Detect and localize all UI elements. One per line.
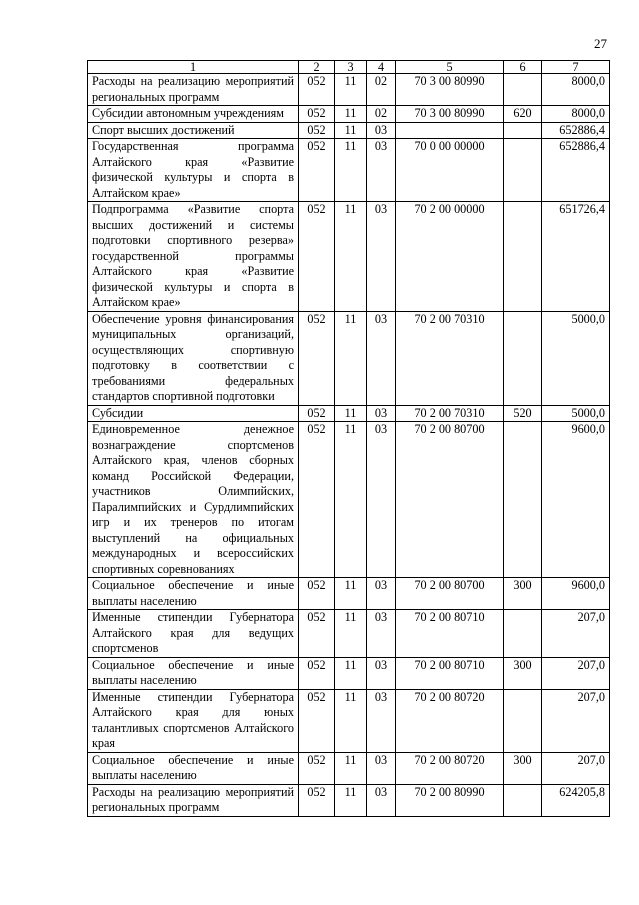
admin-code-cell: 052 [299,689,335,752]
subsection-cell: 03 [367,139,396,202]
expense-type-cell: 300 [504,657,542,689]
table-row [88,610,610,658]
amount-cell: 5000,0 [542,311,610,405]
row-name-cell: Единовременное денежное вознаграждение спортсменов Алтайского края, членов сборных команд Российской Федерации, участников Олимпийских, Паралимпийских и Сурдлимпийских игр и их тренеров по итогам выступлений на официальных международных и всероссийских спортивных соревнованиях [88,422,299,578]
article-cell: 70 2 00 80710 [396,657,504,689]
article-cell: 70 2 00 70310 [396,405,504,422]
amount-cell: 652886,4 [542,122,610,139]
section-cell: 11 [335,610,367,658]
header-cell: 3 [335,61,367,74]
article-cell: 70 3 00 80990 [396,74,504,106]
expense-type-cell: 300 [504,578,542,610]
table-row [88,578,610,610]
article-cell: 70 2 00 80700 [396,578,504,610]
admin-code-cell: 052 [299,422,335,578]
admin-code-cell: 052 [299,122,335,139]
expense-type-cell [504,74,542,106]
amount-cell: 652886,4 [542,139,610,202]
expense-type-cell [504,122,542,139]
article-cell: 70 2 00 80720 [396,689,504,752]
row-name-cell: Обеспечение уровня финансирования муниципальных организаций, осуществляющих спортивную подготовку в соответствии с требованиями федеральных стандартов спортивной подготовки [88,311,299,405]
table-row [88,422,610,578]
subsection-cell: 03 [367,784,396,816]
section-cell: 11 [335,311,367,405]
header-cell: 7 [542,61,610,74]
row-name-cell: Государственная программа Алтайского края «Развитие физической культуры и спорта в Алтайском крае» [88,139,299,202]
admin-code-cell: 052 [299,139,335,202]
row-name-cell: Расходы на реализацию мероприятий региональных программ [88,74,299,106]
row-name-cell: Субсидии [88,405,299,422]
table-row [88,689,610,752]
amount-cell: 207,0 [542,689,610,752]
article-cell [396,122,504,139]
header-cell: 2 [299,61,335,74]
table-row [88,405,610,422]
table-row [88,122,610,139]
section-cell: 11 [335,405,367,422]
section-cell: 11 [335,752,367,784]
subsection-cell: 03 [367,122,396,139]
subsection-cell: 03 [367,202,396,312]
table-row [88,752,610,784]
amount-cell: 9600,0 [542,422,610,578]
row-name-cell: Подпрограмма «Развитие спорта высших достижений и системы подготовки спортивного резерва» государственной программы Алтайского края «Развитие физической культуры и спорта в Алтайском крае» [88,202,299,312]
section-cell: 11 [335,422,367,578]
admin-code-cell: 052 [299,74,335,106]
expense-type-cell: 300 [504,752,542,784]
amount-cell: 207,0 [542,610,610,658]
header-cell: 4 [367,61,396,74]
subsection-cell: 03 [367,578,396,610]
subsection-cell: 02 [367,74,396,106]
section-cell: 11 [335,784,367,816]
expense-type-cell [504,610,542,658]
subsection-cell: 03 [367,422,396,578]
table-row [88,74,610,106]
amount-cell: 5000,0 [542,405,610,422]
row-name-cell: Расходы на реализацию мероприятий региональных программ [88,784,299,816]
table-row [88,784,610,816]
amount-cell: 8000,0 [542,74,610,106]
table-row [88,202,610,312]
expense-type-cell [504,422,542,578]
table-row [88,106,610,123]
amount-cell: 651726,4 [542,202,610,312]
expense-type-cell: 620 [504,106,542,123]
subsection-cell: 03 [367,752,396,784]
article-cell: 70 3 00 80990 [396,106,504,123]
row-name-cell: Субсидии автономным учреждениям [88,106,299,123]
header-cell: 5 [396,61,504,74]
admin-code-cell: 052 [299,657,335,689]
section-cell: 11 [335,106,367,123]
row-name-cell: Спорт высших достижений [88,122,299,139]
expense-type-cell [504,689,542,752]
table-header-row [88,61,610,74]
row-name-cell: Именные стипендии Губернатора Алтайского края для ведущих спортсменов [88,610,299,658]
section-cell: 11 [335,74,367,106]
section-cell: 11 [335,122,367,139]
row-name-cell: Социальное обеспечение и иные выплаты населению [88,578,299,610]
section-cell: 11 [335,578,367,610]
section-cell: 11 [335,657,367,689]
amount-cell: 207,0 [542,752,610,784]
row-name-cell: Социальное обеспечение и иные выплаты населению [88,657,299,689]
subsection-cell: 03 [367,610,396,658]
expense-type-cell: 520 [504,405,542,422]
admin-code-cell: 052 [299,311,335,405]
article-cell: 70 2 00 80720 [396,752,504,784]
subsection-cell: 03 [367,405,396,422]
admin-code-cell: 052 [299,106,335,123]
article-cell: 70 2 00 80710 [396,610,504,658]
article-cell: 70 2 00 00000 [396,202,504,312]
admin-code-cell: 052 [299,405,335,422]
expense-type-cell [504,202,542,312]
amount-cell: 9600,0 [542,578,610,610]
amount-cell: 207,0 [542,657,610,689]
admin-code-cell: 052 [299,202,335,312]
admin-code-cell: 052 [299,752,335,784]
section-cell: 11 [335,202,367,312]
section-cell: 11 [335,139,367,202]
budget-table [87,60,610,817]
section-cell: 11 [335,689,367,752]
article-cell: 70 2 00 70310 [396,311,504,405]
article-cell: 70 2 00 80700 [396,422,504,578]
header-cell: 6 [504,61,542,74]
amount-cell: 624205,8 [542,784,610,816]
expense-type-cell [504,784,542,816]
row-name-cell: Именные стипендии Губернатора Алтайского края для юных талантливых спортсменов Алтайского края [88,689,299,752]
header-cell: 1 [88,61,299,74]
page-number: 27 [594,36,607,51]
article-cell: 70 0 00 00000 [396,139,504,202]
expense-type-cell [504,311,542,405]
subsection-cell: 02 [367,106,396,123]
subsection-cell: 03 [367,689,396,752]
article-cell: 70 2 00 80990 [396,784,504,816]
row-name-cell: Социальное обеспечение и иные выплаты населению [88,752,299,784]
admin-code-cell: 052 [299,610,335,658]
table-row [88,139,610,202]
expense-type-cell [504,139,542,202]
amount-cell: 8000,0 [542,106,610,123]
subsection-cell: 03 [367,311,396,405]
admin-code-cell: 052 [299,784,335,816]
subsection-cell: 03 [367,657,396,689]
table-row [88,311,610,405]
admin-code-cell: 052 [299,578,335,610]
table-row [88,657,610,689]
